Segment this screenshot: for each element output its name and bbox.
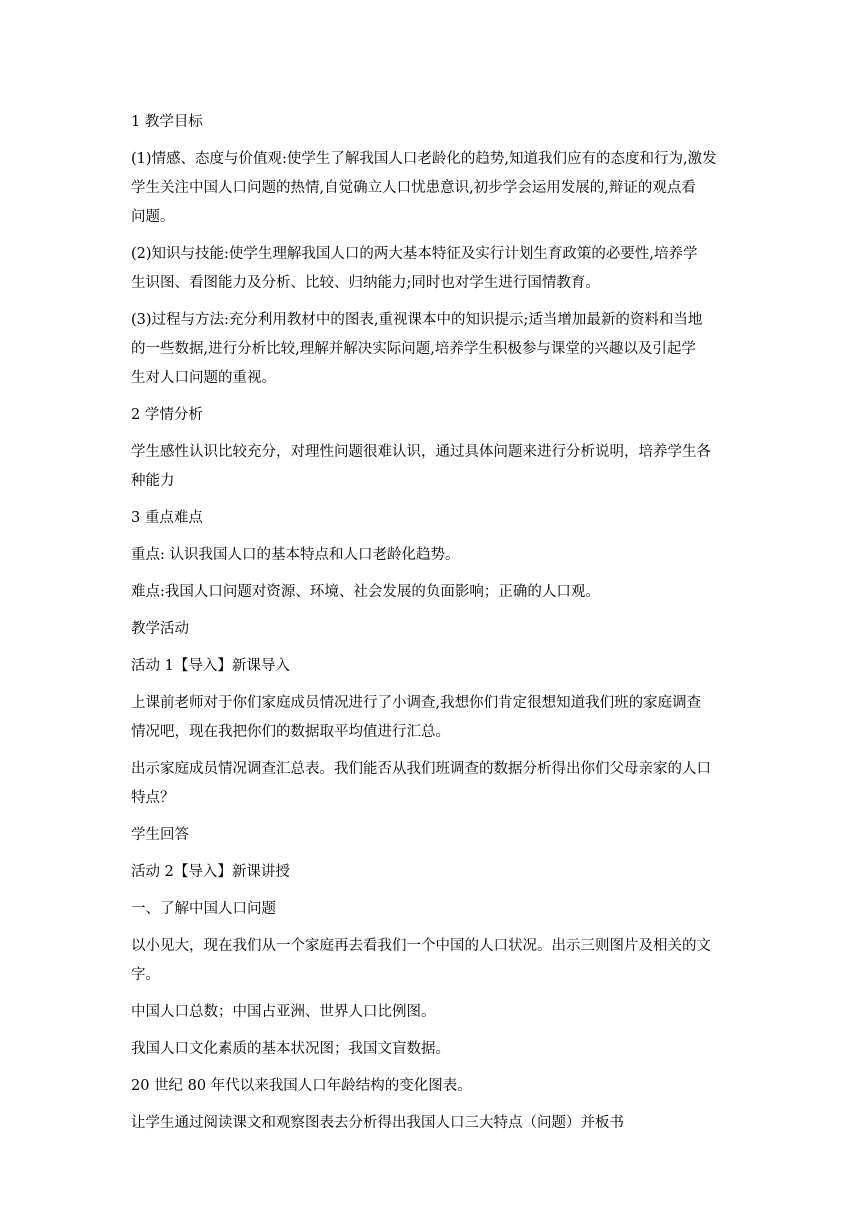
- heading-teaching-goals: [131, 108, 731, 137]
- heading-activity-2: [131, 858, 731, 887]
- paragraph-learner-analysis: [131, 438, 731, 496]
- text-line: 出示家庭成员情况调查汇总表。我们能否从我们班调查的数据分析得出你们父母亲家的人口: [131, 761, 711, 777]
- text-line: 问题。: [131, 209, 175, 225]
- text-line: 生对人口问题的重视。: [131, 370, 276, 386]
- text-line: 以小见大，现在我们从一个家庭再去看我们一个中国的人口状况。出示三则图片及相关的文: [131, 938, 711, 954]
- paragraph-analysis-task: [131, 1109, 731, 1138]
- text-line: 情况吧，现在我把你们的数据取平均值进行汇总。: [131, 724, 450, 740]
- text-line: 20 世纪 80 年代以来我国人口年龄结构的变化图表。: [131, 1078, 472, 1094]
- text-line: 学生回答: [131, 827, 189, 843]
- paragraph-survey-table: [131, 755, 731, 813]
- text-line: 教学活动: [131, 621, 189, 637]
- text-line: 3 重点难点: [131, 510, 203, 526]
- paragraph-knowledge-goal: [131, 240, 731, 298]
- text-line: 难点:我国人口问题对资源、环境、社会发展的负面影响；正确的人口观。: [131, 584, 600, 600]
- text-line: 一、了解中国人口问题: [131, 901, 276, 917]
- heading-teaching-activities: [131, 615, 731, 644]
- text-line: 活动 2【导入】新课讲授: [131, 864, 290, 880]
- text-line: (2)知识与技能:使学生理解我国人口的两大基本特征及实行计划生育政策的必要性,培养学: [131, 246, 698, 262]
- paragraph-education-level: [131, 1035, 731, 1064]
- text-line: 重点: 认识我国人口的基本特点和人口老龄化趋势。: [131, 547, 460, 563]
- paragraph-survey: [131, 689, 731, 747]
- heading-section-one: [131, 895, 731, 924]
- paragraph-age-structure: [131, 1072, 731, 1101]
- text-line: (1)情感、态度与价值观:使学生了解我国人口老龄化的趋势,知道我们应有的态度和行为,激发: [131, 151, 717, 167]
- text-line: 字。: [131, 967, 160, 983]
- paragraph-emotion-goal: [131, 145, 731, 232]
- text-line: 2 学情分析: [131, 407, 203, 423]
- text-line: 中国人口总数；中国占亚洲、世界人口比例图。: [131, 1004, 436, 1020]
- heading-key-points: [131, 504, 731, 533]
- text-line: 的一些数据,进行分析比较,理解并解决实际问题,培养学生积极参与课堂的兴趣以及引起学: [131, 341, 696, 357]
- text-line: 让学生通过阅读课文和观察图表去分析得出我国人口三大特点（问题）并板书: [131, 1115, 624, 1131]
- text-line: 学生感性认识比较充分，对理性问题很难认识，通过具体问题来进行分析说明，培养学生各: [131, 444, 711, 460]
- text-line: 特点？: [131, 790, 175, 806]
- text-line: 我国人口文化素质的基本状况图；我国文盲数据。: [131, 1041, 450, 1057]
- text-line: 1 教学目标: [131, 114, 203, 130]
- text-line: 种能力: [131, 473, 175, 489]
- text-line: 上课前老师对于你们家庭成员情况进行了小调查,我想你们肯定很想知道我们班的家庭调查: [131, 695, 702, 711]
- paragraph-population-total: [131, 998, 731, 1027]
- document-page: [131, 108, 731, 1138]
- paragraph-key-point: [131, 541, 731, 570]
- heading-learner-analysis: [131, 401, 731, 430]
- paragraph-overview: [131, 932, 731, 990]
- text-line: 学生关注中国人口问题的热情,自觉确立人口忧患意识,初步学会运用发展的,辩证的观点看: [131, 180, 696, 196]
- paragraph-difficult-point: [131, 578, 731, 607]
- text-line: (3)过程与方法:充分利用教材中的图表,重视课本中的知识提示;适当增加最新的资料和当地: [131, 312, 703, 328]
- text-line: 生识图、看图能力及分析、比较、归纳能力;同时也对学生进行国情教育。: [131, 275, 600, 291]
- heading-activity-1: [131, 652, 731, 681]
- paragraph-student-answer: [131, 821, 731, 850]
- text-line: 活动 1【导入】新课导入: [131, 658, 290, 674]
- paragraph-process-goal: [131, 306, 731, 393]
